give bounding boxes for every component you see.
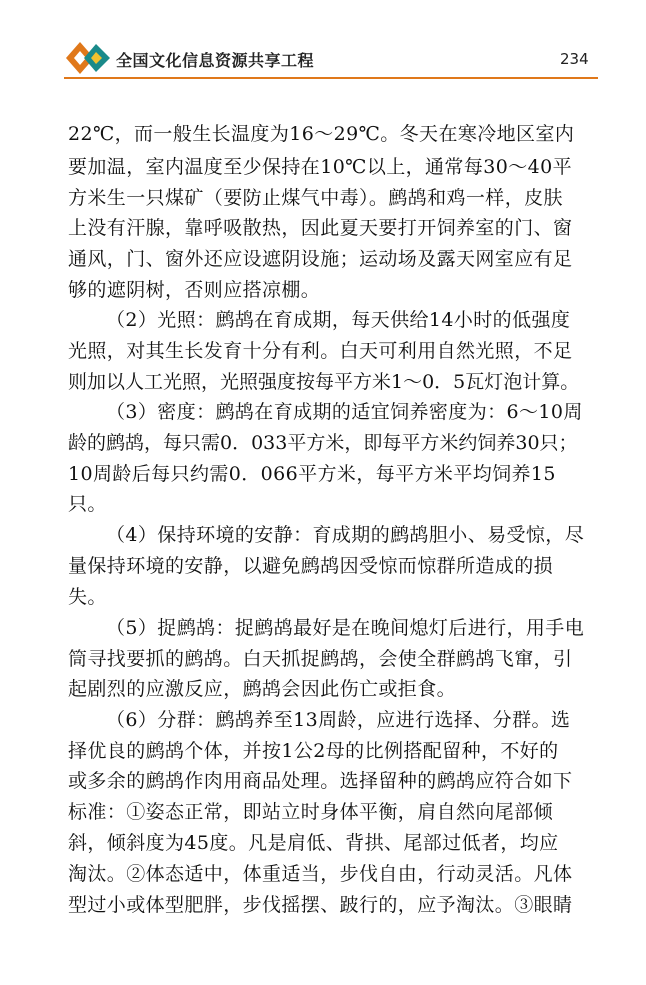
text-line: 型过小或体型肥胖，步伐摇摆、跛行的，应予淘汰。③眼睛 xyxy=(68,894,573,916)
text-line: 光照，对其生长发育十分有利。白天可利用自然光照，不足 xyxy=(68,340,573,362)
text-line: 筒寻找要抓的鹧鸪。白天抓捉鹧鸪，会使全群鹧鸪飞窜，引 xyxy=(68,648,573,670)
text-line: 通风，门、窗外还应设遮阴设施；运动场及露天网室应有足 xyxy=(68,248,573,270)
text-line: 方米生一只煤矿（要防止煤气中毒）。鹧鸪和鸡一样，皮肤 xyxy=(68,187,563,209)
text-line: 上没有汗腺，靠呼吸散热，因此夏天要打开饲养室的门、窗 xyxy=(68,217,573,239)
text-line: 斜，倾斜度为45度。凡是肩低、背拱、尾部过低者，均应 xyxy=(68,832,559,854)
text-line: （2）光照：鹧鸪在育成期，每天供给14小时的低强度 xyxy=(106,309,571,331)
header-title: 全国文化信息资源共享工程 xyxy=(116,51,315,70)
text-line: 择优良的鹧鸪个体，并按1公2母的比例搭配留种，不好的 xyxy=(68,740,559,762)
text-line: 量保持环境的安静，以避免鹧鸪因受惊而惊群所造成的损 xyxy=(68,555,554,577)
text-line: 淘汰。②体态适中，体重适当，步伐自由，行动灵活。凡体 xyxy=(68,863,573,885)
text-line: 则加以人工光照，光照强度按每平方米1～0．5瓦灯泡计算。 xyxy=(68,371,580,393)
logo-icon xyxy=(64,38,114,78)
text-line: （5）捉鹧鸪：捉鹧鸪最好是在晚间熄灯后进行，用手电 xyxy=(106,617,585,639)
text-line: 龄的鹧鸪，每只需0．033平方米，即每平方米约饲养30只； xyxy=(68,432,578,454)
text-line: 只。 xyxy=(68,493,107,515)
header-divider xyxy=(64,77,598,79)
text-line: 失。 xyxy=(68,586,107,608)
text-line: 或多余的鹧鸪作肉用商品处理。选择留种的鹧鸪应符合如下 xyxy=(68,770,573,792)
page-number: 234 xyxy=(560,50,589,68)
text-line: 要加温，室内温度至少保持在10℃以上，通常每30～40平 xyxy=(68,156,572,178)
text-line: （6）分群：鹧鸪养至13周龄，应进行选择、分群。选 xyxy=(106,709,571,731)
text-line: 够的遮阴树，否则应搭凉棚。 xyxy=(68,279,321,301)
text-line: （3）密度：鹧鸪在育成期的适宜饲养密度为：6～10周 xyxy=(106,401,583,423)
text-line: 标准：①姿态正常，即站立时身体平衡，肩自然向尾部倾 xyxy=(68,801,554,823)
text-line: 10周龄后每只约需0．066平方米，每平方米平均饲养15 xyxy=(68,463,556,485)
text-line: （4）保持环境的安静：育成期的鹧鸪胆小、易受惊，尽 xyxy=(106,524,585,546)
text-line: 22℃，而一般生长温度为16～29℃。冬天在寒冷地区室内 xyxy=(68,123,575,145)
page-header xyxy=(0,0,646,80)
text-line: 起剧烈的应激反应，鹧鸪会因此伤亡或拒食。 xyxy=(68,678,457,700)
